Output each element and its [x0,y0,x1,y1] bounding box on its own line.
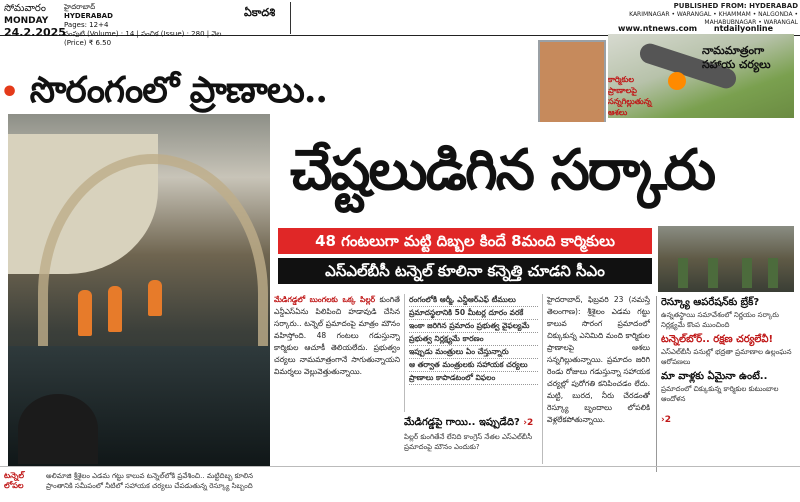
red-banner: 48 గంటలుగా మట్టి దిబ్బల కిందే 8మంది కార్మికులు [278,228,652,254]
graphic-title: నామమాత్రంగా సహాయ చర్యలు [702,44,771,71]
right-headline-3[interactable]: మా వాళ్లకు ఏమైనా ఉంటే.. [661,371,768,382]
bullet-item: ప్రాణాలు కాపాడటంలో విఫలం [409,372,538,385]
bullet-item: ఇప్పుడు మంత్రులు ఏం చేస్తున్నారు [409,346,538,359]
issue-meta [64,3,224,48]
soldier [768,258,778,288]
rescue-worker [148,280,162,316]
weekday-en: MONDAY [4,16,49,26]
bullet-item: ప్రభుత్వ నిర్లక్ష్యమే కారణం [409,333,538,346]
bullet-item: రంగంలోకి ఆర్మీ, ఎన్డీఆర్ఎఫ్ టీములు [409,294,538,307]
headline-line2: చేష్టలుడిగిన సర్కారు [290,137,715,203]
photo-caption-strip [0,466,800,502]
issue-date: 24.2.2025 [4,26,66,39]
victim-photo [572,82,604,122]
soldier [678,258,688,288]
right-page-ref: 2 [664,415,671,425]
page-arrow-icon: › [661,415,665,425]
ekadashi-label: ఏకాదశి [244,6,276,19]
sub-story-title[interactable] [404,416,536,430]
headline-line1-text: సొరంగంలో ప్రాణాలు.. [29,69,327,111]
story-lead: మేడిగడ్డలో బుంగలకు ఒక్క పిల్లర్ [274,295,376,304]
city-label: హైదరాబాద్ [64,3,96,11]
masthead-date-block [4,3,66,40]
story-column-2 [404,294,538,412]
day-label: సోమవారం [4,3,46,14]
soldier [742,258,752,288]
volume-line: సంపుటి (Volume) : 14 | సంచిక (Issue) : 280 | వెల (Price) ₹ 6.50 [64,30,222,47]
almanac-strip [290,2,586,34]
story-body: కుంగితే ఎన్డీఎస్ఏను పిలిపించి హడావుడి చేసిన సర్కారు.. టన్నెల్ ప్రమాదంపై మాత్రం మౌనం వహిస్తోంది. 48 గంటలు గడుస్తున్నా కార్మికుల ఆచూకీ తెలియలేదు. ప్రభుత్వం చర్యలు నామమాత్రంగానే సాగుతున్నాయని విమర్శలు వెల్లువెత్తుతున్నాయి. [274,295,400,376]
right-text-2: ఎస్ఎల్‌బీసీ పనుల్లో భద్రతా ప్రమాణాల ఉల్లంఘన ఆరోపణలు [661,348,792,366]
rescue-team-photo [658,226,794,292]
bullet-dot-icon: • [0,75,19,110]
black-banner: ఎస్ఎల్‌బీసీ టన్నెల్ కూలినా కన్నెత్తి చూడని సీఎం [278,258,652,284]
story-column-1 [274,294,400,464]
pages-line: Pages: 12+4 [64,21,109,29]
city-en: HYDERABAD [64,12,113,20]
publisher-title: PUBLISHED FROM: HYDERABAD [673,2,798,10]
publisher-cities: KARIMNAGAR • WARANGAL • KHAMMAM • NALGONDA • MAHABUBNAGAR • WARANGAL [629,11,798,26]
sub-story-title-text: మేడిగడ్డపై గాయి.. ఇప్పుడేది? [404,417,520,428]
page-arrow-icon: › [523,418,528,428]
bullet-item: ఆ తర్వాత మంత్రులకు సహాయక చర్యలు [409,359,538,372]
caption-text: అలిమాజి శ్రీశైలం ఎడమ గట్టు కాలువ టన్నెల్‌లోకి ప్రవేశించి.. మట్టిదిబ్బ కూలిన ప్రాంతానికి సమీపంలో నీటిలో సహాయక చర్యలు చేపడుతున్న రెస్క్యూ సిబ్బంది [46,472,254,490]
bullet-item: ప్రమాదస్థలానికి 50 మీటర్ల దూరం వరకే [409,307,538,320]
victim-photos [538,40,606,122]
story-column-3: హైదరాబాద్, ఫిబ్రవరి 23 (నమస్తే తెలంగాణ): శ్రీశైలం ఎడమ గట్టు కాలువ సొరంగ ప్రమాదంలో చిక్కుకున్న ఎనిమిది మంది కార్మికుల ప్రాణాలపై ఆశలు సన్నగిల్లుతున్నాయి. ప్రమాదం జరిగి రెండు రోజులు గడుస్తున్నా సహాయక చర్యల్లో పురోగతి కనిపించడం లేదు. మట్టి, బురద, నీరు చేరడంతో రెస్క్యూ బృందాలు లోపలికి వెళ్లలేకపోతున్నాయి. [542,294,650,464]
sub-story-text: పిల్లర్ కుంగితేనే లేనిది కాంగ్రెస్ నేతల ఎస్ఎల్‌బీసీ ప్రమాదంపై మౌనం ఎందుకు? [404,433,533,451]
website-link[interactable]: www.ntnews.com [618,24,698,33]
rescue-worker [78,290,92,336]
headline-line1 [0,62,560,118]
collapse-icon [668,72,686,90]
victim-photo [572,42,604,82]
right-headline-2[interactable]: టన్నెల్‌బోర్.. రక్షణ చర్యలేవీ! [661,334,774,345]
rescue-worker [108,286,122,332]
inset-photo [18,394,98,464]
victim-photo [540,82,572,122]
soldier [708,258,718,288]
right-text-3: ప్రమాదంలో చిక్కుకున్న కార్మికుల కుటుంబాల ఆందోళన [661,385,779,403]
social-handle[interactable]: ntdailyonline [713,24,774,33]
right-text-1: ఉన్నతస్థాయి సమావేశంలో నిర్ణయం సర్కారు నిర్లక్ష్యమే కొంప ముంచింది [661,311,779,329]
caption-tag: టన్నెల్ లోపల [4,471,25,490]
victim-photo [540,42,572,82]
bullet-item: ఇంకా జరిగిన ప్రమాదం ప్రభుత్వ వైఫల్యమే [409,320,538,333]
website-line [618,24,773,33]
masthead [0,0,800,47]
right-column [656,296,796,472]
page-ref: 2 [527,418,534,428]
right-headline-1[interactable]: రెస్క్యూ ఆపరేషన్‌కు బ్రేక్? [661,297,760,308]
graphic-caption: కార్మికుల ప్రాణాలపై సన్నగిల్లుతున్న ఆశలు [608,75,652,117]
